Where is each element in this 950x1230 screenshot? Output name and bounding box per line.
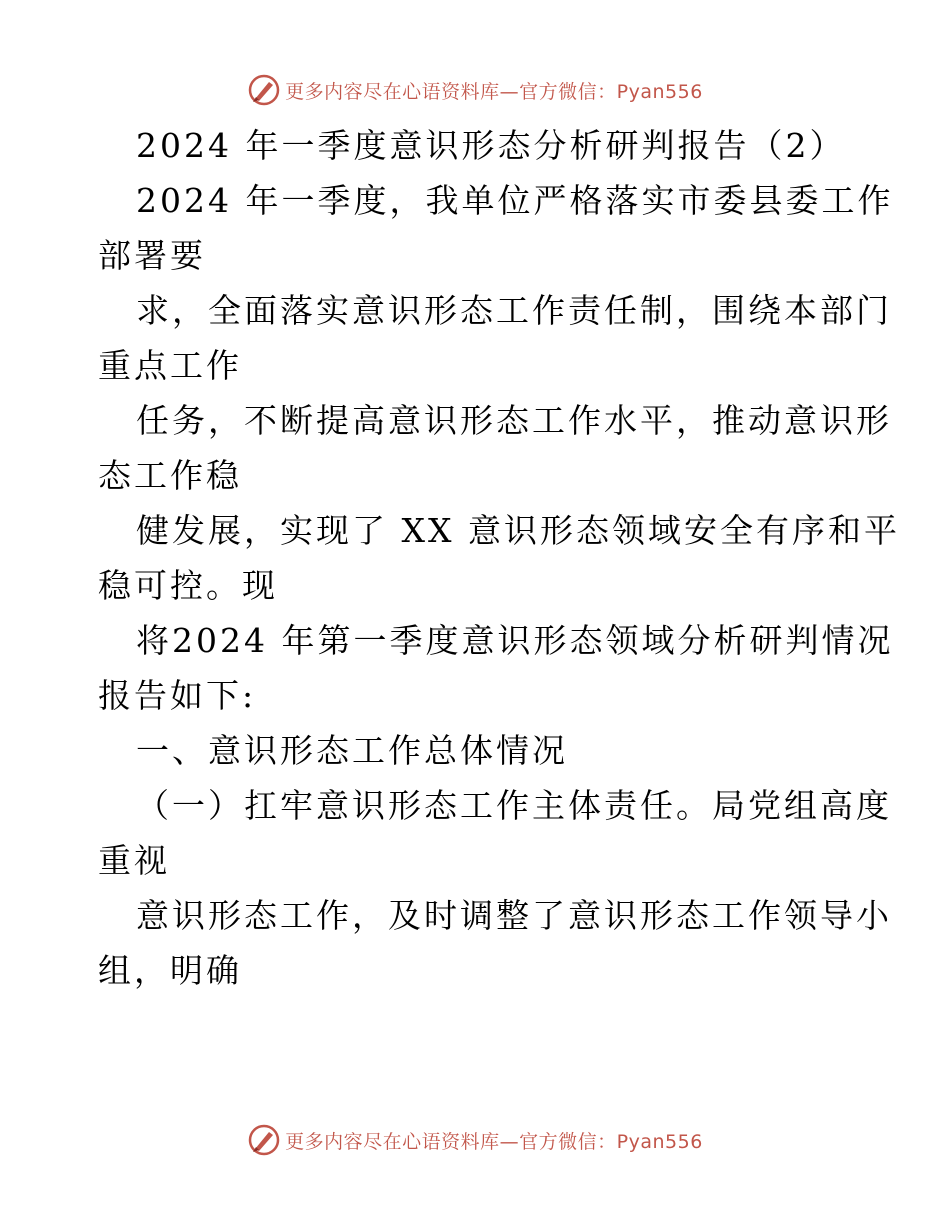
paragraph-line: 2024 年一季度，我单位严格落实市委县委工作 <box>136 181 894 220</box>
section-heading: 一、意识形态工作总体情况 <box>136 731 568 770</box>
paragraph-line: 态工作稳 <box>98 456 242 495</box>
paragraph-line: 重视 <box>98 841 170 880</box>
document-body <box>98 118 900 998</box>
paragraph-line: 报告如下: <box>98 676 257 715</box>
paragraph-line: 组，明确 <box>98 951 242 990</box>
paragraph-line: 部署要 <box>98 236 206 275</box>
paragraph-line: 稳可控。现 <box>98 566 278 605</box>
header-banner-text: 更多内容尽在心语资料库—官方微信：Pyan556 <box>285 80 703 103</box>
paragraph-line: 求，全面落实意识形态工作责任制，围绕本部门 <box>136 291 892 330</box>
doc-title: 2024 年一季度意识形态分析研判报告（2） <box>136 126 846 165</box>
paragraph-line: 健发展，实现了 XX 意识形态领域安全有序和平 <box>136 511 900 550</box>
header-banner <box>0 70 950 110</box>
pen-logo-icon <box>247 73 281 107</box>
paragraph-line: 意识形态工作，及时调整了意识形态工作领导小 <box>136 896 892 935</box>
subsection-heading: （一）扛牢意识形态工作主体责任。局党组高度 <box>136 786 892 825</box>
footer-banner-text: 更多内容尽在心语资料库—官方微信：Pyan556 <box>285 1130 703 1153</box>
pen-logo-icon <box>247 1123 281 1157</box>
paragraph-line: 重点工作 <box>98 346 242 385</box>
paragraph-line: 任务，不断提高意识形态工作水平，推动意识形 <box>136 401 892 440</box>
footer-banner <box>0 1120 950 1160</box>
paragraph-line: 将2024 年第一季度意识形态领域分析研判情况 <box>136 621 894 660</box>
